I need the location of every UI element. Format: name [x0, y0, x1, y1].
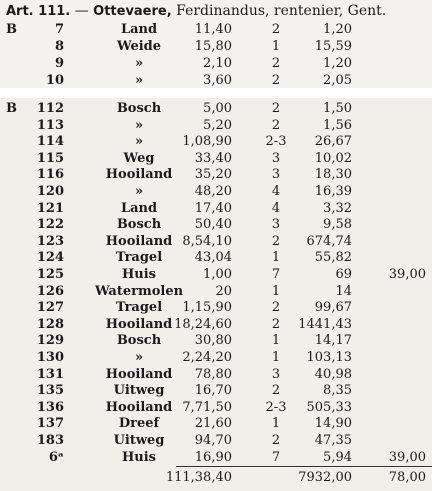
- parcel-row: [0, 133, 432, 150]
- parcel-number: 122: [36, 217, 64, 233]
- parcel-area: 16,90: [194, 449, 232, 465]
- parcel-area: 5,20: [203, 117, 232, 133]
- parcel-row: [0, 316, 432, 333]
- parcel-area: 5,00: [203, 101, 232, 116]
- parcel-class: 2: [271, 300, 281, 316]
- total-area: 111,38,40: [165, 470, 232, 485]
- parcel-number: 10: [45, 73, 64, 88]
- parcel-income: 14,90: [314, 416, 352, 432]
- parcel-section: B: [6, 101, 17, 116]
- parcel-area: 11,40: [194, 22, 232, 37]
- parcel-income: 10,02: [314, 150, 352, 166]
- parcel-row: [0, 249, 432, 266]
- parcel-register: [0, 98, 432, 491]
- parcel-income: 1,56: [323, 117, 352, 133]
- parcel-row: [0, 449, 432, 466]
- parcel-row: [0, 55, 432, 72]
- parcel-area: 33,40: [194, 150, 232, 166]
- parcel-number: 183: [36, 433, 64, 448]
- parcel-class: 1: [271, 283, 281, 299]
- parcel-nature: »: [134, 73, 144, 88]
- parcel-area: 20: [215, 283, 232, 299]
- parcel-nature: »: [134, 56, 144, 71]
- parcel-row: [0, 150, 432, 167]
- parcel-nature: Land: [120, 200, 158, 216]
- total-rule: [176, 466, 432, 467]
- parcel-income: 9,58: [323, 217, 352, 233]
- parcel-income: 674,74: [306, 233, 352, 249]
- parcel-income: 26,67: [314, 134, 352, 150]
- parcel-number: 131: [36, 366, 64, 382]
- parcel-number: 116: [36, 167, 64, 183]
- parcel-row: [0, 382, 432, 399]
- parcel-nature: Bosch: [116, 101, 162, 116]
- parcel-class: 2: [271, 73, 281, 88]
- parcel-nature: Hooiland: [105, 366, 173, 382]
- parcel-number: 9: [54, 56, 64, 71]
- parcel-nature: Huis: [122, 267, 156, 282]
- parcel-area: 94,70: [194, 433, 232, 448]
- parcel-area: 3,60: [203, 73, 232, 88]
- parcel-income: 1,20: [323, 56, 352, 71]
- parcel-nature: Huis: [122, 449, 156, 465]
- parcel-income: 3,32: [323, 200, 352, 216]
- parcel-row: [0, 399, 432, 416]
- parcel-area: 8,54,10: [182, 233, 232, 249]
- parcel-nature: Land: [120, 22, 158, 37]
- parcel-nature: Weg: [123, 150, 155, 166]
- parcel-nature: Hooiland: [105, 233, 173, 249]
- parcel-class: 3: [271, 366, 281, 382]
- parcel-number: 6ᵃ: [48, 449, 64, 465]
- parcel-class: 2: [271, 56, 281, 71]
- parcel-class: 2: [271, 383, 281, 399]
- parcel-class: 7: [271, 449, 281, 465]
- parcel-class: 3: [271, 217, 281, 233]
- parcel-area: 43,04: [194, 250, 232, 266]
- article-heading: [6, 1, 386, 21]
- parcel-class: 2-3: [265, 134, 287, 150]
- parcel-class: 2: [271, 22, 281, 37]
- parcel-nature: »: [134, 117, 144, 133]
- parcel-row: [0, 349, 432, 366]
- parcel-area: 18,24,60: [174, 316, 232, 332]
- parcel-row: [0, 415, 432, 432]
- parcel-income: 99,67: [314, 300, 352, 316]
- parcel-nature: Uitweg: [113, 383, 165, 399]
- parcel-row: [0, 332, 432, 349]
- parcel-number: 123: [36, 233, 64, 249]
- parcel-area: 2,10: [203, 56, 232, 71]
- parcel-row: [0, 366, 432, 383]
- parcel-row: [0, 233, 432, 250]
- article-number: Art. 111.: [6, 4, 71, 19]
- parcel-row: [0, 21, 432, 38]
- heading-dash: —: [74, 3, 89, 19]
- parcel-income: 103,13: [306, 350, 352, 365]
- total-building: 78,00: [388, 470, 426, 485]
- building-income: 39,00: [388, 449, 426, 465]
- parcel-row: [0, 117, 432, 134]
- parcel-number: 121: [36, 200, 64, 216]
- parcel-number: 115: [36, 150, 64, 166]
- parcel-row: [0, 183, 432, 200]
- parcel-income: 8,35: [323, 383, 352, 399]
- parcel-nature: Weide: [116, 39, 162, 54]
- parcel-area: 15,80: [194, 39, 232, 54]
- parcel-nature: Dreef: [118, 416, 160, 432]
- parcel-income: 14,17: [314, 333, 352, 349]
- parcel-number: 129: [36, 333, 64, 349]
- parcel-income: 2,05: [323, 73, 352, 88]
- parcel-nature: Bosch: [116, 217, 162, 233]
- parcel-row: [0, 432, 432, 449]
- parcel-income: 1,50: [323, 101, 352, 116]
- parcel-area: 17,40: [194, 200, 232, 216]
- parcel-area: 2,24,20: [182, 350, 232, 365]
- parcel-row: [0, 266, 432, 283]
- parcel-area: 30,80: [194, 333, 232, 349]
- building-income: 39,00: [388, 267, 426, 282]
- parcel-area: 1,08,90: [182, 134, 232, 150]
- parcel-income: 18,30: [314, 167, 352, 183]
- owner-surname: Ottevaere,: [93, 4, 172, 19]
- parcel-row: [0, 283, 432, 300]
- fragment-separator: [0, 88, 432, 98]
- parcel-number: 120: [36, 184, 64, 199]
- parcel-income: 1441,43: [298, 316, 352, 332]
- parcel-row: [0, 299, 432, 316]
- parcel-class: 4: [271, 184, 281, 199]
- parcel-nature: »: [134, 184, 144, 199]
- parcel-class: 2: [271, 316, 281, 332]
- parcel-income: 1,20: [323, 22, 352, 37]
- parcel-class: 2-3: [265, 399, 287, 415]
- parcel-class: 1: [271, 333, 281, 349]
- parcel-number: 124: [36, 250, 64, 266]
- owner-details: Ferdinandus, rentenier, Gent.: [176, 3, 387, 19]
- parcel-section: B: [6, 22, 17, 37]
- parcel-class: 3: [271, 167, 281, 183]
- parcel-row: [0, 200, 432, 217]
- parcel-number: 8: [54, 39, 64, 54]
- parcel-number: 113: [36, 117, 64, 133]
- parcel-class: 1: [271, 416, 281, 432]
- parcel-area: 78,80: [194, 366, 232, 382]
- parcel-income: 69: [335, 267, 352, 282]
- parcel-nature: Bosch: [116, 333, 162, 349]
- parcel-nature: Hooiland: [105, 399, 173, 415]
- parcel-income: 16,39: [314, 184, 352, 199]
- parcel-class: 7: [271, 267, 281, 282]
- parcel-area: 1,00: [203, 267, 232, 282]
- parcel-nature: Uitweg: [113, 433, 165, 448]
- parcel-area: 21,60: [194, 416, 232, 432]
- parcel-class: 2: [271, 433, 281, 448]
- parcel-number: 125: [36, 267, 64, 282]
- parcel-number: 126: [36, 283, 64, 299]
- totals-row: [0, 469, 432, 486]
- parcel-number: 137: [36, 416, 64, 432]
- parcel-class: 2: [271, 233, 281, 249]
- parcel-number: 130: [36, 350, 64, 365]
- parcel-number: 7: [54, 22, 64, 37]
- parcel-number: 112: [36, 101, 64, 116]
- parcel-income: 55,82: [314, 250, 352, 266]
- parcel-class: 1: [271, 250, 281, 266]
- parcel-area: 50,40: [194, 217, 232, 233]
- parcel-nature: Watermolen: [94, 283, 184, 299]
- parcel-number: 136: [36, 399, 64, 415]
- parcel-row: [0, 72, 432, 88]
- parcel-nature: Hooiland: [105, 167, 173, 183]
- parcel-income: 5,94: [323, 449, 352, 465]
- parcel-income: 15,59: [314, 39, 352, 54]
- parcel-income: 505,33: [306, 399, 352, 415]
- parcel-row: [0, 100, 432, 117]
- parcel-number: 135: [36, 383, 64, 399]
- parcel-nature: Tragel: [115, 250, 163, 266]
- parcel-nature: Hooiland: [105, 316, 173, 332]
- parcel-number: 127: [36, 300, 64, 316]
- parcel-class: 3: [271, 150, 281, 166]
- parcel-income: 40,98: [314, 366, 352, 382]
- parcel-nature: »: [134, 350, 144, 365]
- parcel-class: 2: [271, 117, 281, 133]
- parcel-class: 1: [271, 39, 281, 54]
- parcel-income: 47,35: [314, 433, 352, 448]
- parcel-number: 114: [36, 134, 64, 150]
- parcel-income: 14: [335, 283, 352, 299]
- parcel-area: 16,70: [194, 383, 232, 399]
- parcel-class: 1: [271, 350, 281, 365]
- parcel-nature: Tragel: [115, 300, 163, 316]
- parcel-number: 128: [36, 316, 64, 332]
- parcel-area: 35,20: [194, 167, 232, 183]
- parcel-row: [0, 38, 432, 55]
- total-income: 7932,00: [298, 470, 352, 485]
- parcel-class: 2: [271, 101, 281, 116]
- previous-article-fragment: [0, 0, 432, 88]
- parcel-row: [0, 166, 432, 183]
- parcel-nature: »: [134, 134, 144, 150]
- parcel-area: 1,15,90: [182, 300, 232, 316]
- parcel-row: [0, 216, 432, 233]
- parcel-class: 4: [271, 200, 281, 216]
- parcel-area: 48,20: [194, 184, 232, 199]
- parcel-area: 7,71,50: [182, 399, 232, 415]
